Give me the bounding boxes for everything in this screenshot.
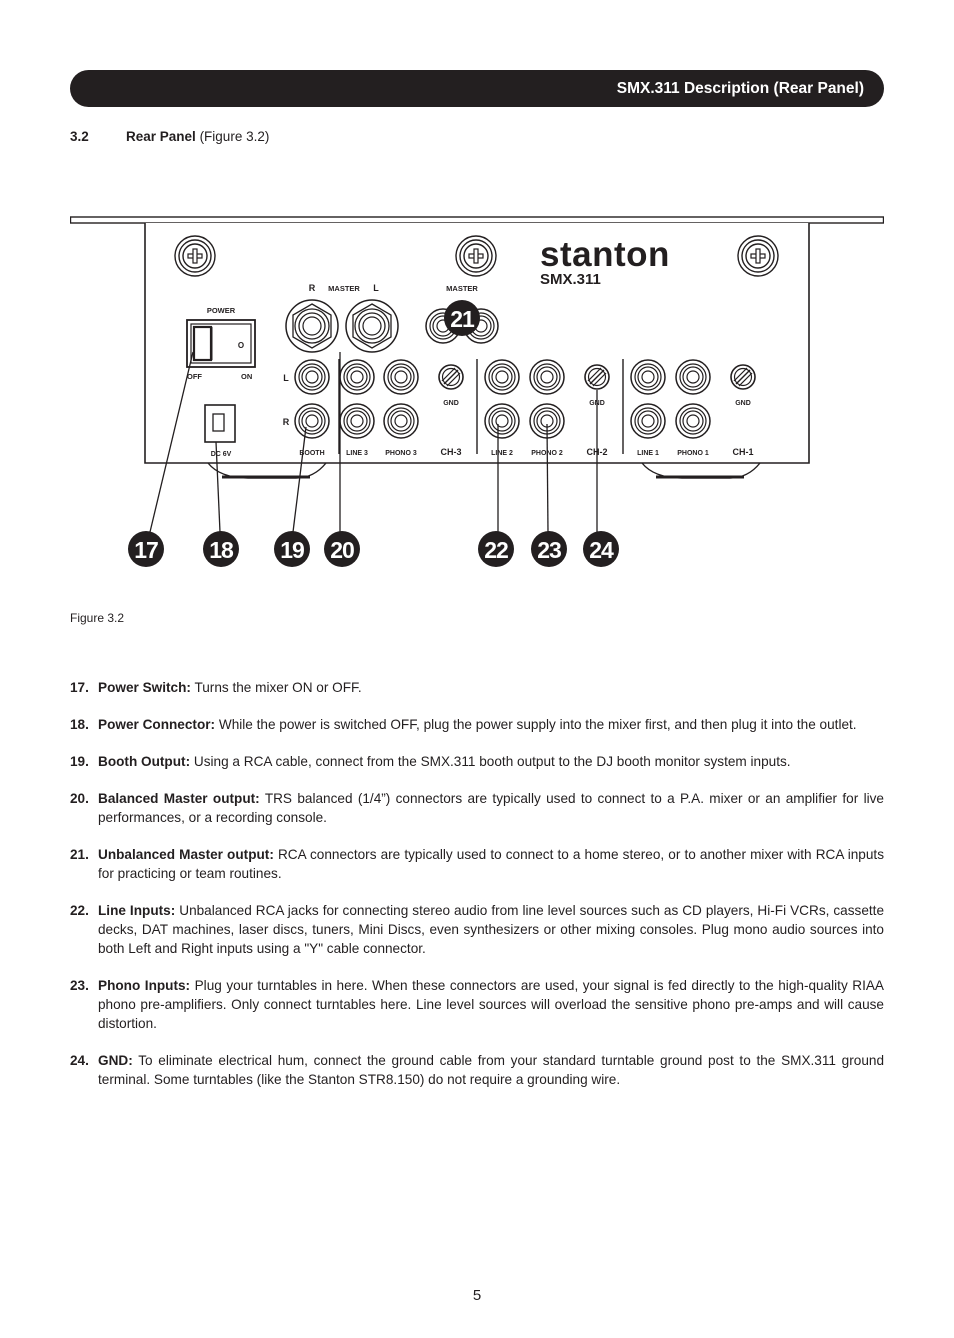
callout-22 xyxy=(478,531,514,567)
callout-23 xyxy=(531,531,567,567)
list-item xyxy=(70,715,884,734)
phono3-r-jack[interactable] xyxy=(384,404,418,438)
header-bar xyxy=(70,70,884,107)
callout-22-number: 22 xyxy=(484,537,508,563)
item-term: Balanced Master output: xyxy=(98,791,260,806)
item-number: 22. xyxy=(70,903,89,918)
callout-19-number: 19 xyxy=(280,537,304,563)
ch2-gnd-label: GND xyxy=(589,400,605,407)
item-term: Power Switch: xyxy=(98,680,191,695)
phono3-l-jack[interactable] xyxy=(384,360,418,394)
section-number: 3.2 xyxy=(70,129,89,144)
list-item xyxy=(70,901,884,958)
callout-20 xyxy=(324,531,360,567)
ch3-gnd-post[interactable] xyxy=(439,365,463,389)
ch1-label: CH-1 xyxy=(732,447,754,457)
item-number: 18. xyxy=(70,717,89,732)
ch3-gnd-label: GND xyxy=(443,400,459,407)
dc-label: DC 6V xyxy=(210,451,232,458)
phono1-label: PHONO 1 xyxy=(677,450,709,457)
power-off-label: OFF xyxy=(187,372,202,381)
item-text: To eliminate electrical hum, connect the ground cable from your standard turntable ground post to the SMX.311 ground terminal. Some turntables (like the Stanton STR8.150) do not require a grounding wire. xyxy=(98,1053,885,1087)
row-r-label: R xyxy=(282,417,290,427)
line3-label: LINE 3 xyxy=(346,450,368,457)
callout-17-number: 17 xyxy=(134,537,158,563)
item-number: 23. xyxy=(70,978,89,993)
line1-label: LINE 1 xyxy=(637,450,659,457)
list-item xyxy=(70,976,884,1033)
model-label: SMX.311 xyxy=(540,271,601,288)
ch2-label: CH-2 xyxy=(586,447,608,457)
list-item xyxy=(70,1051,884,1089)
figure-frame-bar xyxy=(71,217,884,223)
phono1-l-jack[interactable] xyxy=(676,360,710,394)
balanced-master-l-jack[interactable] xyxy=(346,300,398,352)
item-text: TRS balanced (1/4”) connectors are typically used to connect to a P.A. mixer or an amplifier for live performances, or a recording console. xyxy=(98,791,884,825)
brand-logo: stanton xyxy=(540,235,670,274)
rear-panel-figure xyxy=(70,214,884,594)
callout-17 xyxy=(128,531,164,567)
list-item xyxy=(70,678,884,697)
item-number: 21. xyxy=(70,847,89,862)
line3-r-jack[interactable] xyxy=(340,404,374,438)
panel-screw-right xyxy=(738,236,778,276)
item-term: Unbalanced Master output: xyxy=(98,847,274,862)
callout-21 xyxy=(444,300,480,336)
ch1-gnd-label: GND xyxy=(735,400,751,407)
ch1-gnd-post[interactable] xyxy=(731,365,755,389)
item-term: Line Inputs: xyxy=(98,903,176,918)
ch3-label: CH-3 xyxy=(440,447,462,457)
dc-power-jack[interactable] xyxy=(205,405,235,442)
power-label: POWER xyxy=(206,306,236,315)
switch-o-mark: O xyxy=(237,341,245,350)
item-text: Plug your turntables in here. When these connectors are used, your signal is fed directly to the high-quality RIAA phono pre-amplifiers. Only connect turntables here. Line level sources will overload the sensitive phono pre-amps and will cause distortion. xyxy=(98,978,884,1031)
rear-panel-diagram xyxy=(70,214,884,594)
description-list xyxy=(70,678,884,1107)
callout-24 xyxy=(583,531,619,567)
booth-r-jack[interactable] xyxy=(295,404,329,438)
callout-18-number: 18 xyxy=(209,537,233,563)
item-text: RCA connectors are typically used to connect to a home stereo, or to another mixer with RCA inputs for practicing or team routines. xyxy=(98,847,885,881)
item-term: Power Connector: xyxy=(98,717,216,732)
item-term: Booth Output: xyxy=(98,754,191,769)
ch2-gnd-post[interactable] xyxy=(585,365,609,389)
section-title: Rear Panel xyxy=(126,129,196,144)
section-figure-ref: (Figure 3.2) xyxy=(199,129,270,144)
callout-23-number: 23 xyxy=(537,537,561,563)
callout-20-number: 20 xyxy=(330,537,354,563)
balanced-master-r-jack[interactable] xyxy=(286,300,338,352)
item-text: While the power is switched OFF, plug the power supply into the mixer first, and then plug it into the outlet. xyxy=(218,717,857,732)
booth-label: BOOTH xyxy=(299,450,325,457)
phono2-label: PHONO 2 xyxy=(531,450,563,457)
list-item xyxy=(70,789,884,827)
item-term: Phono Inputs: xyxy=(98,978,191,993)
phono1-r-jack[interactable] xyxy=(676,404,710,438)
callout-19 xyxy=(274,531,310,567)
section-title-line xyxy=(126,129,269,144)
master-label: MASTER xyxy=(328,284,360,293)
list-item xyxy=(70,845,884,883)
header-title: SMX.311 Description (Rear Panel) xyxy=(616,80,864,97)
figure-caption: Figure 3.2 xyxy=(70,611,125,625)
list-item xyxy=(70,752,884,771)
line1-r-jack[interactable] xyxy=(631,404,665,438)
line2-l-jack[interactable] xyxy=(485,360,519,394)
phono2-l-jack[interactable] xyxy=(530,360,564,394)
master-l-label: L xyxy=(373,283,379,293)
line3-l-jack[interactable] xyxy=(340,360,374,394)
line2-label: LINE 2 xyxy=(491,450,513,457)
master-r-label: R xyxy=(308,283,316,293)
line2-r-jack[interactable] xyxy=(485,404,519,438)
page-number: 5 xyxy=(472,1287,482,1304)
phono3-label: PHONO 3 xyxy=(385,450,417,457)
power-switch[interactable] xyxy=(187,320,255,367)
power-on-label: ON xyxy=(241,372,253,381)
item-number: 20. xyxy=(70,791,89,806)
panel-screw-center xyxy=(456,236,496,276)
panel-screw-left xyxy=(175,236,215,276)
item-term: GND: xyxy=(98,1053,133,1068)
item-text: Turns the mixer ON or OFF. xyxy=(194,680,362,695)
unbalanced-master-label: MASTER xyxy=(446,284,478,293)
booth-l-jack[interactable] xyxy=(295,360,329,394)
callout-18 xyxy=(203,531,239,567)
line1-l-jack[interactable] xyxy=(631,360,665,394)
row-l-label: L xyxy=(283,373,289,383)
callout-24-number: 24 xyxy=(589,537,613,563)
item-text: Unbalanced RCA jacks for connecting stereo audio from line level sources such as CD players, Hi-Fi VCRs, cassette decks, DAT machines, laser discs, tuners, Mini Discs, even synthesizers or other mixing consoles. Plug mono audio sources into both Left and Right inputs using a "Y" cable connector. xyxy=(98,903,885,956)
item-text: Using a RCA cable, connect from the SMX.311 booth output to the DJ booth monitor system inputs. xyxy=(193,754,791,769)
item-number: 17. xyxy=(70,680,89,695)
item-number: 24. xyxy=(70,1053,89,1068)
item-number: 19. xyxy=(70,754,89,769)
callout-21-number: 21 xyxy=(450,306,474,332)
